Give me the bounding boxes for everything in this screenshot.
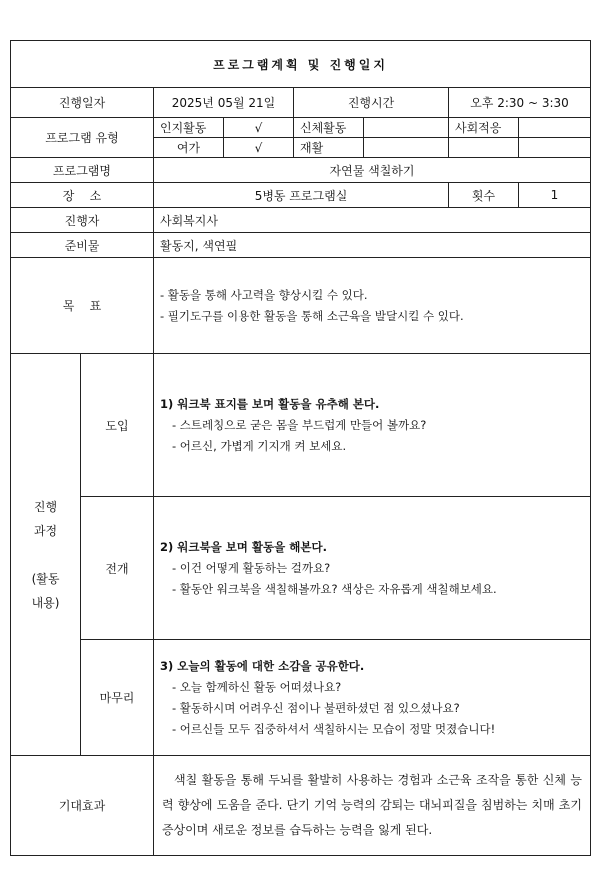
facilitator-label: 진행자: [11, 208, 154, 233]
type-rehab-label: 재활: [294, 138, 364, 158]
stage-item: - 스트레칭으로 굳은 몸을 부드럽게 만들어 볼까요?: [172, 417, 427, 432]
type-physical-label: 신체활동: [294, 118, 364, 138]
stage-develop-content: [154, 497, 591, 640]
goal-label: 목 표: [11, 258, 154, 354]
stage-wrapup-content: [154, 640, 591, 756]
type-rehab-check: [364, 138, 449, 158]
type-physical-check: [364, 118, 449, 138]
process-label-line: 진행: [33, 499, 58, 514]
stage-item: - 어르신, 가볍게 기지개 켜 보세요.: [172, 438, 347, 453]
stage-item: - 이건 어떻게 활동하는 걸까요?: [172, 560, 331, 575]
expected-effect-label: 기대효과: [11, 756, 154, 856]
stage-intro-content: [154, 354, 591, 497]
process-label-line: 내용): [31, 595, 60, 610]
process-label-line: 과정: [33, 523, 58, 538]
place-value: 5병동 프로그램실: [154, 183, 449, 208]
time-label: 진행시간: [294, 88, 449, 118]
count-label: 횟수: [449, 183, 519, 208]
program-name-value: 자연물 색칠하기: [154, 158, 591, 183]
goal-content: [154, 258, 591, 354]
type-social-label: 사회적응: [449, 118, 519, 138]
type-leisure-check: √: [224, 138, 294, 158]
date-value: 2025년 05월 21일: [154, 88, 294, 118]
stage-intro-label: 도입: [81, 354, 154, 497]
process-label-spacer: [11, 543, 80, 567]
time-value: 오후 2:30 ~ 3:30: [449, 88, 591, 118]
process-label-line: (활동: [31, 571, 60, 586]
facilitator-value: 사회복지사: [154, 208, 591, 233]
program-type-label: 프로그램 유형: [11, 118, 154, 158]
type-leisure-label: 여가: [154, 138, 224, 158]
type-cognitive-label: 인지활동: [154, 118, 224, 138]
stage-wrapup-label: 마무리: [81, 640, 154, 756]
stage-item: - 활동안 워크북을 색칠해볼까요? 색상은 자유롭게 색칠해보세요.: [172, 581, 497, 596]
type-social-check: [519, 118, 591, 138]
materials-label: 준비물: [11, 233, 154, 258]
stage-heading: 3) 오늘의 활동에 대한 소감을 공유한다.: [160, 658, 365, 673]
stage-item: - 활동하시며 어려우신 점이나 불편하셨던 점 있으셨나요?: [172, 700, 460, 715]
stage-heading: 1) 워크북 표지를 보며 활동을 유추해 본다.: [160, 396, 380, 411]
stage-develop-label: 전개: [81, 497, 154, 640]
program-log-form: [10, 40, 591, 856]
date-label: 진행일자: [11, 88, 154, 118]
materials-value: 활동지, 색연필: [154, 233, 591, 258]
type-empty-2: [519, 138, 591, 158]
page-title: 프로그램계획 및 진행일지: [11, 41, 591, 88]
stage-item: - 오늘 함께하신 활동 어떠셨나요?: [172, 679, 342, 694]
goal-item: - 필기도구를 이용한 활동을 통해 소근육을 발달시킬 수 있다.: [160, 308, 464, 323]
type-cognitive-check: √: [224, 118, 294, 138]
type-empty-1: [449, 138, 519, 158]
count-value: 1: [519, 183, 591, 208]
program-name-label: 프로그램명: [11, 158, 154, 183]
stage-item: - 어르신들 모두 집중하셔서 색칠하시는 모습이 정말 멋졌습니다!: [172, 721, 496, 736]
process-label: [11, 354, 81, 756]
place-label: 장 소: [11, 183, 154, 208]
stage-heading: 2) 워크북을 보며 활동을 해본다.: [160, 539, 327, 554]
expected-effect-text: 색칠 활동을 통해 두뇌를 활발히 사용하는 경험과 소근육 조작을 통한 신체 능력 향상에 도움을 준다. 단기 기억 능력의 감퇴는 대뇌피질을 침범하는 치매 초기 증상이며 새로운 정보를 습득하는 능력을 잃게 된다.: [154, 756, 591, 856]
goal-item: - 활동을 통해 사고력을 향상시킬 수 있다.: [160, 287, 368, 302]
